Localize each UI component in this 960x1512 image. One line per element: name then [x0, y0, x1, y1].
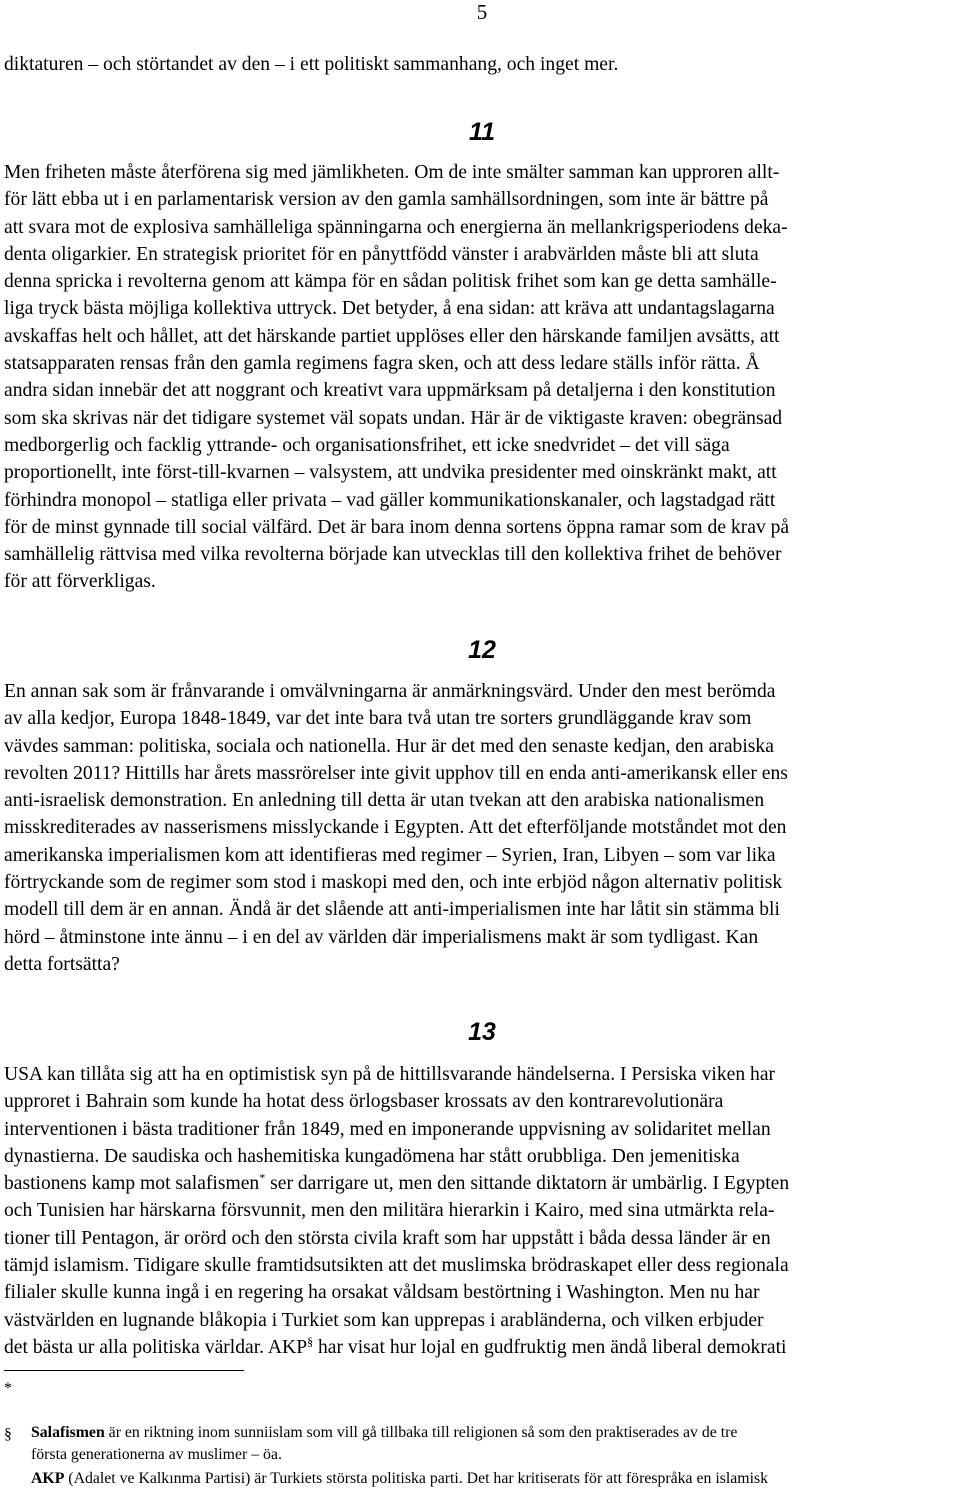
footnote-text: är en riktning inom sunniislam som vill gå tillbaka till religionen så som den praktiserades av de tre första generationerna av muslimer – öa. — [31, 1424, 738, 1463]
section-heading-12: 12 — [468, 636, 496, 664]
footnote-term: AKP — [31, 1470, 65, 1487]
footnote-ref-section: § — [307, 1334, 314, 1349]
footnote-mark: § — [4, 1426, 12, 1443]
section-heading-11: 11 — [469, 118, 495, 146]
paragraph-section-13 — [4, 1061, 956, 1361]
footnote-akp — [4, 1424, 956, 1512]
paragraph-section-13-part-a: USA kan tillåta sig att ha en optimistisk syn på de hittillsvarande händelserna. I Persiska viken har upproret i Bahrain som kunde ha hotat dess örlogsbaser krossats av den kontrarevolutionära interventionen i bästa traditioner från 1849, med en imponerande uppvisning av solidaritet mellan dynastierna. De saudiska och hashemitiska kungadömena har stått orubbliga. Den jemenitiska bastionens kamp mot salafismen — [4, 1064, 776, 1195]
paragraph-section-13-part-b: ser darrigare ut, men den sittande diktatorn är umbärlig. I Egypten och Tunisien har härskarna försvunnit, men den militära hierarkin i Kairo, med sina utmärkta rela- tioner till Pentagon, är orörd och den största civila kraft som har uppstått i båda dessa länder är en tämjd islamism. Tidigare skulle framtidsutsikten att det muslimska brödraskapet eller dess regionala filialer skulle kunna ingå i en regering ha orsakat våldsam bestörtning i Washington. Men nu har västvärlden en lugnande blåkopia i Turkiet som kan upprepas i arabländerna, och vilken erbjuder det bästa ur alla politiska världar. AKP — [4, 1173, 790, 1358]
footnote-divider — [4, 1370, 244, 1371]
paragraph-section-13-part-c: har visat hur lojal en gudfruktig men ändå liberal demokrati — [313, 1336, 787, 1358]
paragraph-section-11: Men friheten måste återförena sig med jämlikheten. Om de inte smälter samman kan upproren allt- för lätt ebba ut i en parlamentarisk version av den gamla samhällsordningen, som inte är bättre på att svara mot de explosiva samhälleliga spänningarna och energierna än mellankrigsperiodens deka- denta oligarkier. En strategisk prioritet för en pånyttfödd vänster i arabvärlden måste bli att sluta denna spricka i revolterna genom att kämpa för en sådan politisk frihet som kan ge detta samhälle- liga tryck bästa möjliga kollektiva uttryck. Det betyder, å ena sidan: att kräva att undantagslagarna avskaffas helt och hållet, att det härskande partiet upplöses eller den härskande familjen avsätts, att statsapparaten rensas från den gamla regimens fagra sken, och att dess ledare ställs inför rätta. Å andra sidan innebär det att noggrant och kreativt vara uppmärksam på detaljerna i den konstitution som ska skrivas när det tidigare systemet väl sopats undan. Här är de viktigaste kraven: obegränsad medborgerlig och facklig yttrande- och organisationsfrihet, ett icke snedvridet – det vill säga proportionellt, inte först-till-kvarnen – valsystem, att undvika presidenter med oinskränkt makt, att förhindra monopol – statliga eller privata – vad gäller kommunikationskanaler, och lagstadgad rätt för de minst gynnade till social välfärd. Det är bara inom denna sortens öppna ramar som de krav på samhällelig rättvisa med vilka revolterna började kan utvecklas till den kollektiva frihet de behöver för att förverkligas. — [4, 162, 790, 593]
paragraph-intro: diktaturen – och störtandet av den – i ett politiskt sammanhang, och inget mer. — [4, 54, 619, 75]
footnote-body — [31, 1468, 956, 1490]
footnote-text: (Adalet ve Kalkınma Partisi) är Turkiets största politiska parti. Det har kritiserats för att förespråka en islamisk — [64, 1470, 769, 1487]
footnote-mark: * — [4, 1380, 12, 1397]
paragraph-section-12: En annan sak som är frånvarande i omvälvningarna är anmärkningsvärd. Under den mest berömda av alla kedjor, Europa 1848-1849, var det inte bara två utan tre sorters grundläggande krav som vävdes samman: politiska, sociala och nationella. Hur är det med den senaste kedjan, den arabiska revolten 2011? Hittills har årets massrörelser inte givit upphov till en enda anti-amerikansk eller ens anti-israelisk demonstration. En anledning till detta är utan tvekan att den arabiska nationalismen misskrediterades av nasserismens misslyckande i Egypten. Att det efterföljande motståndet mot den amerikanska imperialismen kom att identifieras med regimer – Syrien, Iran, Libyen – som var lika förtryckande som de regimer som stod i maskopi med den, och inte erbjöd någon alternativ politisk modell till dem är en annan. Ändå är det slående att anti-imperialismen inte har låtit sin stämma bli hörd – åtminstone inte ännu – i en del av världen där imperialismens makt är som tydligast. Kan detta fortsätta? — [4, 681, 788, 975]
footnote-term: Salafismen — [31, 1424, 105, 1441]
footnote-ref-asterisk: * — [259, 1170, 266, 1185]
section-heading-13: 13 — [468, 1018, 496, 1046]
page-number: 5 — [476, 0, 488, 24]
